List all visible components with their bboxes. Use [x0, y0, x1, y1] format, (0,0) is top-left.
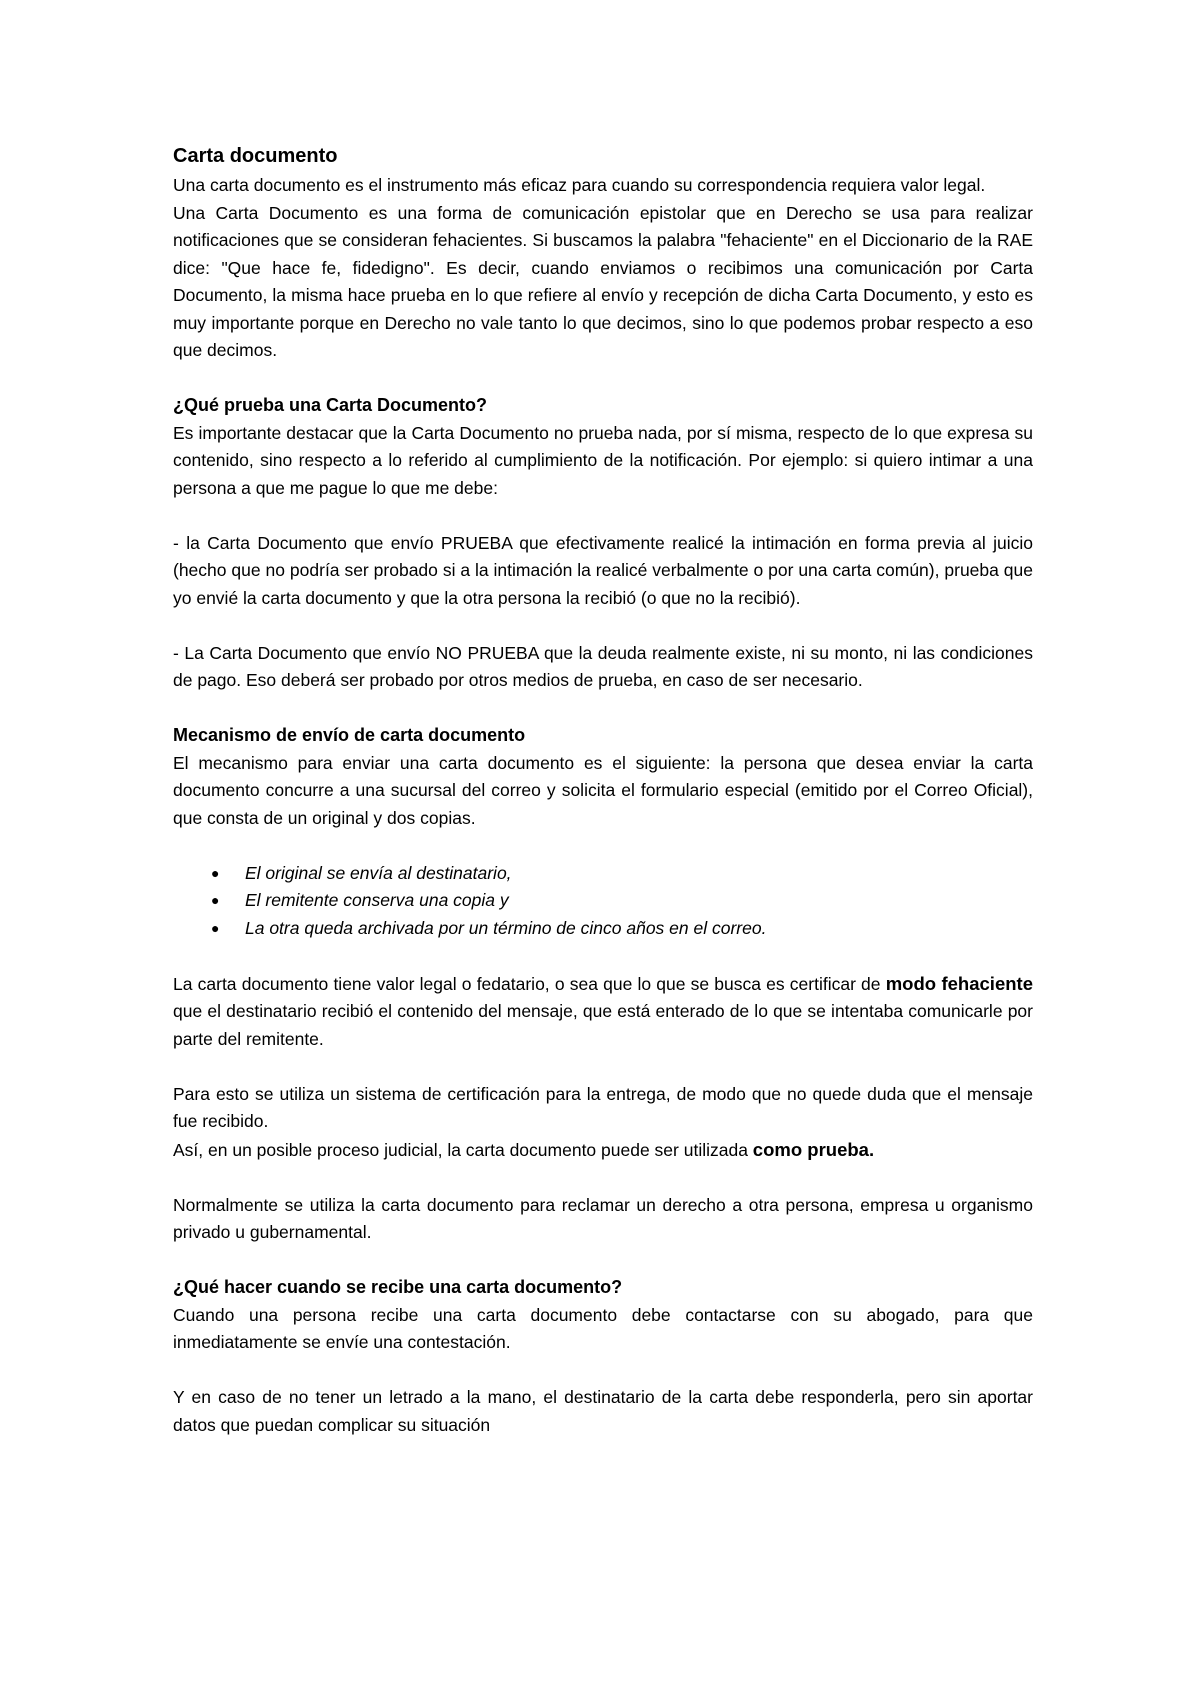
mecanismo-paragraph-1: El mecanismo para enviar una carta documento es el siguiente: la persona que desea enviar la carta documento concurre a una sucursal del correo y solicita el formulario especial (emitido por el Correo Oficial), que consta de un original y dos copias. — [173, 752, 1033, 828]
spacer — [173, 1247, 1033, 1275]
spacer — [173, 502, 1033, 530]
bullet-list — [173, 860, 1033, 943]
section-heading-recibe: ¿Qué hacer cuando se recibe una carta documento? — [173, 1277, 623, 1297]
list-item-text: El original se envía al destinatario, — [245, 862, 512, 883]
list-item — [173, 860, 1033, 888]
intro-paragraph-1: Una carta documento es el instrumento más eficaz para cuando su correspondencia requiera valor legal. — [173, 175, 986, 195]
spacer — [173, 365, 1033, 393]
emphasis-como-prueba: como prueba. — [752, 1138, 875, 1160]
intro-paragraph-2: Una Carta Documento es una forma de comunicación epistolar que en Derecho se usa para realizar notificaciones que se consideran fehacientes. Si buscamos la palabra "fehaciente" en el Diccionario de la RAE dice: "Que hace fe, fidedigno". Es decir, cuando enviamos o recibimos una comunicación por Carta Documento, la misma hace prueba en lo que refiere al envío y recepción de dicha Carta Documento, y esto es muy importante porque en Derecho no vale tanto lo que decimos, sino lo que podemos probar respecto a eso que decimos. — [173, 202, 1033, 360]
prueba-paragraph-1: Es importante destacar que la Carta Documento no prueba nada, por sí misma, respecto de lo que expresa su contenido, sino respecto a lo referido al cumplimiento de la notificación. Por ejemplo: si quiero intimar a una persona a que me pague lo que me debe: — [173, 422, 1033, 498]
recibe-paragraph-1: Cuando una persona recibe una carta documento debe contactarse con su abogado, para que inmediatamente se envíe una contestación. — [173, 1304, 1033, 1352]
mecanismo-paragraph-4 — [173, 1136, 1033, 1165]
prueba-paragraph-2: - la Carta Documento que envío PRUEBA que efectivamente realicé la intimación en forma previa al juicio (hecho que no podría ser probado si a la intimación la realicé verbalmente o por una carta común), prueba que yo envié la carta documento y que la otra persona la recibió (o que no la recibió). — [173, 532, 1033, 608]
recibe-paragraph-2: Y en caso de no tener un letrado a la mano, el destinatario de la carta debe responderla, pero sin aportar datos que puedan complicar su situación — [173, 1387, 1033, 1435]
spacer — [173, 1164, 1033, 1192]
spacer — [173, 695, 1033, 723]
list-item — [173, 915, 1033, 943]
document-page — [173, 140, 1033, 1439]
section-heading-prueba: ¿Qué prueba una Carta Documento? — [173, 395, 488, 415]
mecanismo-paragraph-2 — [173, 970, 1033, 1054]
spacer — [173, 832, 1033, 860]
list-item-text: El remitente conserva una copia y — [245, 890, 509, 910]
mecanismo-paragraph-5: Normalmente se utiliza la carta documento para reclamar un derecho a otra persona, empresa u organismo privado u gubernamental. — [173, 1194, 1033, 1242]
prueba-paragraph-3: - La Carta Documento que envío NO PRUEBA que la deuda realmente existe, ni su monto, ni las condiciones de pago. Eso deberá ser probado por otros medios de prueba, en caso de ser necesario. — [173, 642, 1033, 690]
list-item — [173, 887, 1033, 915]
mecanismo-paragraph-3: Para esto se utiliza un sistema de certificación para la entrega, de modo que no quede duda que el mensaje fue recibido. — [173, 1083, 1033, 1131]
text-run: La carta documento tiene valor legal o fedatario, o sea que lo que se busca es certificar de — [173, 973, 886, 994]
spacer — [173, 1053, 1033, 1081]
bullet-icon: ● — [211, 919, 220, 936]
spacer — [173, 942, 1033, 970]
section-heading-mecanismo: Mecanismo de envío de carta documento — [173, 725, 526, 745]
bullet-icon: ● — [211, 892, 220, 908]
spacer — [173, 1357, 1033, 1385]
emphasis-modo-fehaciente: modo fehaciente — [885, 972, 1033, 994]
text-run: Así, en un posible proceso judicial, la carta documento puede ser utilizada — [173, 1139, 753, 1160]
document-title: Carta documento — [173, 145, 338, 167]
text-run: que el destinatario recibió el contenido del mensaje, que está enterado de lo que se intentaba comunicarle por parte del remitente. — [173, 1001, 1033, 1049]
bullet-icon: ● — [211, 864, 220, 881]
list-item-text: La otra queda archivada por un término de cinco años en el correo. — [245, 917, 767, 938]
spacer — [173, 612, 1033, 640]
